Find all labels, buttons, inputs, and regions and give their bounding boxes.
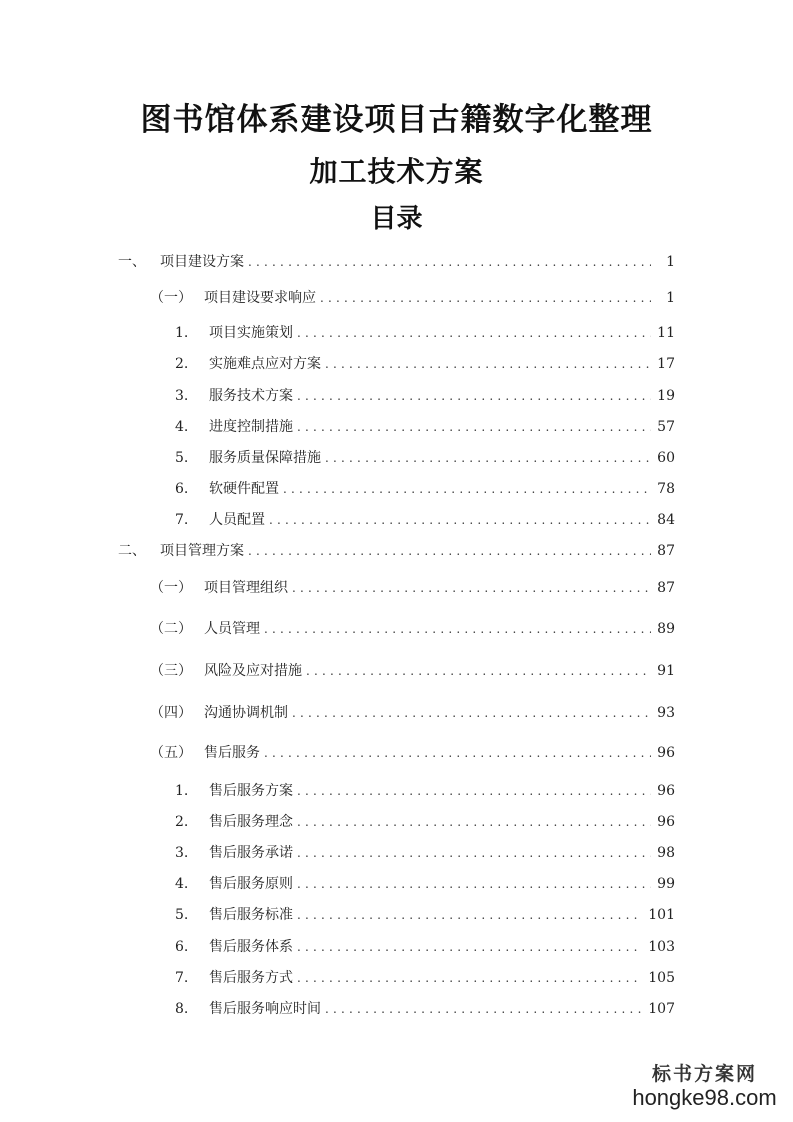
- toc-leader-dots: [325, 354, 651, 374]
- toc-entry-page: 91: [657, 663, 675, 679]
- watermark-cn-text: 标书方案网: [651, 1063, 757, 1085]
- toc-entry-page: 78: [657, 481, 675, 497]
- toc-entry-number: 7.: [175, 970, 189, 986]
- toc-entry[interactable]: [175, 843, 675, 863]
- toc-entry-label: 售后服务: [204, 745, 260, 761]
- document-title-line2: 加工技术方案: [309, 155, 484, 188]
- toc-entry-label: 售后服务体系: [209, 939, 293, 955]
- toc-leader-dots: [297, 968, 642, 988]
- toc-entry[interactable]: [175, 448, 675, 468]
- toc-entry-page: 89: [657, 621, 675, 637]
- toc-entry-page: 99: [657, 876, 675, 892]
- toc-entry-label: 软硬件配置: [209, 481, 279, 497]
- toc-entry-number: 5.: [175, 907, 189, 923]
- toc-entry-number: （三）: [150, 663, 192, 679]
- toc-entry-label: 售后服务响应时间: [209, 1001, 321, 1017]
- toc-entry[interactable]: [175, 510, 675, 530]
- toc-entry-label: 项目建设方案: [160, 254, 244, 270]
- toc-entry-number: （五）: [150, 745, 192, 761]
- toc-entry-number: 1.: [175, 783, 189, 799]
- toc-entry-number: （一）: [150, 580, 192, 596]
- toc-entry-label: 沟通协调机制: [204, 705, 288, 721]
- toc-leader-dots: [297, 323, 651, 343]
- toc-leader-dots: [297, 781, 651, 801]
- toc-heading: 目录: [370, 204, 423, 234]
- toc-entry-label: 项目实施策划: [209, 325, 293, 341]
- toc-entry[interactable]: [175, 386, 675, 406]
- toc-leader-dots: [297, 937, 642, 957]
- toc-entry-number: 4.: [175, 419, 189, 435]
- toc-entry[interactable]: [175, 323, 675, 343]
- toc-entry-label: 售后服务原则: [209, 876, 293, 892]
- toc-entry-label: 项目管理方案: [160, 543, 244, 559]
- toc-entry-page: 87: [657, 580, 675, 596]
- toc-entry-label: 项目建设要求响应: [204, 290, 316, 306]
- toc-leader-dots: [320, 288, 651, 308]
- toc-entry-page: 19: [657, 388, 675, 404]
- toc-entry-page: 101: [648, 907, 675, 923]
- toc-entry-label: 进度控制措施: [209, 419, 293, 435]
- site-watermark: [632, 1062, 777, 1110]
- toc-entry-label: 售后服务标准: [209, 907, 293, 923]
- toc-entry[interactable]: [175, 417, 675, 437]
- toc-entry-page: 98: [657, 845, 675, 861]
- toc-entry[interactable]: [118, 541, 675, 561]
- toc-leader-dots: [297, 905, 642, 925]
- toc-leader-dots: [248, 252, 651, 272]
- toc-entry-label: 风险及应对措施: [204, 663, 302, 679]
- document-title-line1: 图书馆体系建设项目古籍数字化整理: [140, 102, 653, 138]
- toc-entry-number: 3.: [175, 845, 189, 861]
- toc-entry[interactable]: [150, 578, 675, 598]
- toc-leader-dots: [325, 448, 651, 468]
- toc-leader-dots: [306, 661, 651, 681]
- toc-entry-number: 5.: [175, 450, 189, 466]
- toc-leader-dots: [269, 510, 651, 530]
- toc-entry-label: 服务技术方案: [209, 388, 293, 404]
- toc-entry-number: （一）: [150, 290, 192, 306]
- toc-entry-number: 7.: [175, 512, 189, 528]
- toc-entry[interactable]: [175, 874, 675, 894]
- toc-entry-page: 96: [657, 814, 675, 830]
- toc-leader-dots: [264, 743, 651, 763]
- toc-entry-label: 项目管理组织: [204, 580, 288, 596]
- toc-entry-number: 6.: [175, 481, 189, 497]
- toc-entry[interactable]: [175, 479, 675, 499]
- toc-entry-page: 1: [666, 290, 675, 306]
- toc-entry[interactable]: [118, 252, 675, 272]
- toc-entry-page: 84: [657, 512, 675, 528]
- toc-leader-dots: [292, 578, 651, 598]
- toc-entry-label: 实施难点应对方案: [209, 356, 321, 372]
- toc-entry-number: 2.: [175, 814, 189, 830]
- toc-entry-label: 售后服务方案: [209, 783, 293, 799]
- toc-entry-label: 服务质量保障措施: [209, 450, 321, 466]
- toc-leader-dots: [248, 541, 651, 561]
- toc-entry-label: 人员管理: [204, 621, 260, 637]
- toc-entry-label: 人员配置: [209, 512, 265, 528]
- toc-entry-number: （二）: [150, 621, 192, 637]
- toc-entry-page: 11: [657, 325, 675, 341]
- toc-entry-label: 售后服务理念: [209, 814, 293, 830]
- toc-entry-number: 一、: [118, 254, 146, 270]
- toc-entry[interactable]: [150, 619, 675, 639]
- watermark-domain-text: hongke98.com: [632, 1085, 777, 1110]
- toc-entry-page: 1: [666, 254, 675, 270]
- toc-entry-label: 售后服务承诺: [209, 845, 293, 861]
- toc-entry-number: 2.: [175, 356, 189, 372]
- toc-entry-number: 4.: [175, 876, 189, 892]
- toc-entry[interactable]: [175, 999, 675, 1019]
- toc-entry[interactable]: [175, 905, 675, 925]
- toc-entry-number: 1.: [175, 325, 189, 341]
- toc-leader-dots: [297, 874, 651, 894]
- toc-leader-dots: [297, 812, 651, 832]
- toc-entry-number: 8.: [175, 1001, 189, 1017]
- toc-leader-dots: [297, 386, 651, 406]
- toc-entry[interactable]: [175, 937, 675, 957]
- toc-leader-dots: [297, 417, 651, 437]
- toc-entry-page: 17: [657, 356, 675, 372]
- toc-entry-page: 103: [648, 939, 675, 955]
- toc-entry-page: 87: [657, 543, 675, 559]
- toc-entry-number: （四）: [150, 705, 192, 721]
- toc-leader-dots: [283, 479, 651, 499]
- toc-leader-dots: [297, 843, 651, 863]
- toc-entry[interactable]: [175, 354, 675, 374]
- toc-entry[interactable]: [175, 781, 675, 801]
- toc-entry-label: 售后服务方式: [209, 970, 293, 986]
- toc-entry-number: 3.: [175, 388, 189, 404]
- toc-leader-dots: [292, 703, 651, 723]
- toc-entry-page: 96: [657, 783, 675, 799]
- toc-entry[interactable]: [150, 661, 675, 681]
- toc-entry[interactable]: [175, 968, 675, 988]
- toc-entry[interactable]: [175, 812, 675, 832]
- toc-entry-page: 105: [648, 970, 675, 986]
- toc-entry-page: 60: [657, 450, 675, 466]
- toc-entry[interactable]: [150, 288, 675, 308]
- toc-leader-dots: [264, 619, 651, 639]
- toc-entry-number: 二、: [118, 543, 146, 559]
- toc-leader-dots: [325, 999, 642, 1019]
- toc-entry-page: 107: [648, 1001, 675, 1017]
- toc-entry-number: 6.: [175, 939, 189, 955]
- toc-entry-page: 93: [657, 705, 675, 721]
- toc-entry[interactable]: [150, 743, 675, 763]
- toc-entry-page: 96: [657, 745, 675, 761]
- toc-entry-page: 57: [657, 419, 675, 435]
- toc-entry[interactable]: [150, 703, 675, 723]
